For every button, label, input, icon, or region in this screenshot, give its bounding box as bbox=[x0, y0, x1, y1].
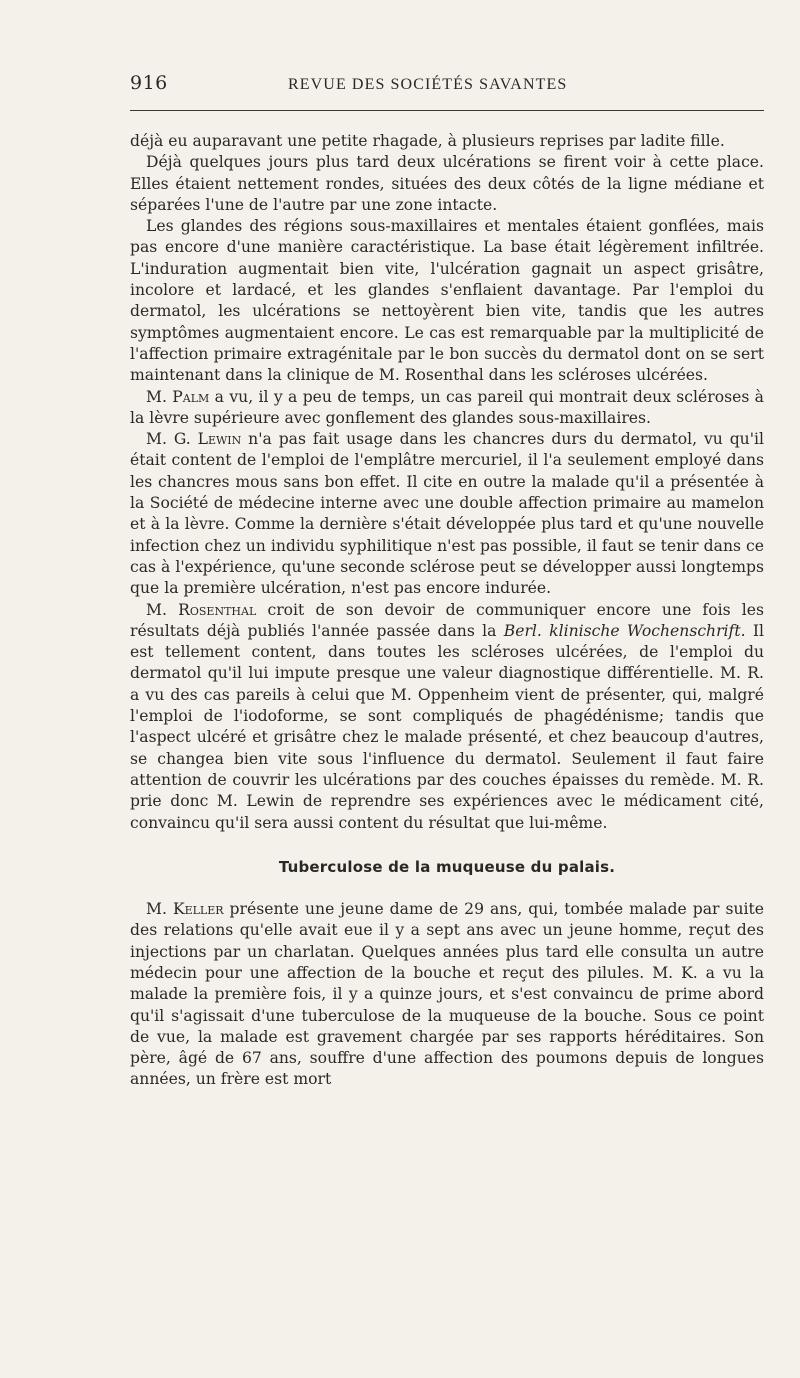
paragraph-glandes bbox=[130, 216, 764, 386]
paragraph-lewin bbox=[130, 429, 764, 599]
paragraph-palm bbox=[130, 387, 764, 430]
paragraph-text: Les glandes des régions sous-maxillaires et mentales étaient gonflées, mais pas encore d'une manière caractéristique. La base était légèrement infiltrée. L'induration augmentait bien vite, l'ulcération gagnait un aspect grisâtre, incolore et lardacé, et les glandes s'enflaient davantage. Par l'emploi du dermatol, les ulcérations se nettoyèrent bien vite, tandis que les autres symptômes augmentaient encore. Le cas est remarquable par la multiplicité de l'affection primaire extragénitale par le bon succès du dermatol dont on se sert maintenant dans la clinique de M. Rosenthal dans les scléroses ulcérées. bbox=[130, 217, 764, 385]
section-heading: Tuberculose de la muqueuse du palais. bbox=[278, 857, 616, 876]
speaker-prefix: M. bbox=[146, 387, 173, 406]
speaker-name: Keller bbox=[172, 900, 224, 919]
speaker-name: Lewin bbox=[197, 430, 242, 449]
paragraph-continuation bbox=[130, 131, 764, 152]
speaker-prefix: M. G. bbox=[146, 430, 198, 449]
speaker-name: Palm bbox=[172, 387, 210, 406]
page-header bbox=[130, 72, 764, 100]
page-number: 916 bbox=[130, 72, 168, 94]
speaker-name: Rosenthal bbox=[178, 600, 257, 619]
speaker-prefix: M. bbox=[146, 600, 179, 619]
paragraph-text: déjà eu auparavant une petite rhagade, à plusieurs reprises par ladite fille. bbox=[130, 132, 725, 150]
paragraph-text: croit de son devoir de communiquer encore une fois les résultats déjà publiés l'année passée dans la bbox=[130, 600, 764, 640]
paragraph-text: a vu, il y a peu de temps, un cas pareil qui montrait deux scléroses à la lèvre supérieure avec gonflement des glandes sous-maxillaires. bbox=[130, 387, 764, 427]
journal-title: Berl. klinische Wochenschrift. bbox=[503, 621, 746, 640]
article-body bbox=[130, 131, 764, 1091]
paragraph-text: Déjà quelques jours plus tard deux ulcérations se firent voir à cette place. Elles étaient nettement rondes, situées des deux côtés de la ligne médiane et séparées l'une de l'autre par une zone intacte. bbox=[130, 153, 764, 214]
running-title: REVUE DES SOCIÉTÉS SAVANTES bbox=[288, 76, 568, 93]
paragraph-ulcerations bbox=[130, 152, 764, 216]
paragraph-text: n'a pas fait usage dans les chancres durs du dermatol, vu qu'il était content de l'emploi de l'emplâtre mercuriel, il l'a seulement employé dans les chancres mous sans bon effet. Il cite en outre la malade qu'il a présentée à la Société de médecine interne avec une double affection primaire au mamelon et à la lèvre. Comme la dernière s'était développée plus tard et qu'une nouvelle infection chez un individu syphilitique n'est pas possible, il faut se tenir dans ce cas à l'expérience, qu'une seconde sclérose peut se développer aussi longtemps que la première ulcération, n'est pas encore indurée. bbox=[130, 430, 764, 598]
speaker-prefix: M. bbox=[146, 900, 173, 919]
paragraph-text-continued: Il est tellement content, dans toutes les scléroses ulcérées, de l'emploi du dermatol qu'il lui impute presque une valeur diagnostique différentielle. M. R. a vu des cas pareils à celui que M. Oppenheim vient de présenter, qui, malgré l'emploi de l'iodoforme, se sont compliqués de phagédénisme; tandis que l'aspect ulcéré et grisâtre chez le malade présenté, et chez beaucoup d'autres, se changea bien vite sous l'influence du dermatol. Seulement il faut faire attention de couvrir les ulcérations par des couches épaisses du remède. M. R. prie donc M. Lewin de reprendre ses expériences avec le médicament cité, convaincu qu'il sera aussi content du résultat que lui-même. bbox=[130, 621, 765, 832]
paragraph-text: présente une jeune dame de 29 ans, qui, tombée malade par suite des relations qu'elle avait eue il y a sept ans avec un jeune homme, reçut des injections par un charlatan. Quelques années plus tard elle consulta un autre médecin pour une affection de la bouche et reçut des pilules. M. K. a vu la malade la première fois, il y a quinze jours, et s'est convaincu de prime abord qu'il s'agissait d'une tuberculose de la muqueuse de la bouche. Sous ce point de vue, la malade est gravement chargée par ses rapports héréditaires. Son père, âgé de 67 ans, souffre d'une affection des poumons depuis de longues années, un frère est mort bbox=[130, 900, 764, 1089]
header-rule bbox=[130, 110, 764, 111]
paragraph-keller bbox=[130, 899, 764, 1091]
paragraph-rosenthal bbox=[130, 600, 764, 834]
